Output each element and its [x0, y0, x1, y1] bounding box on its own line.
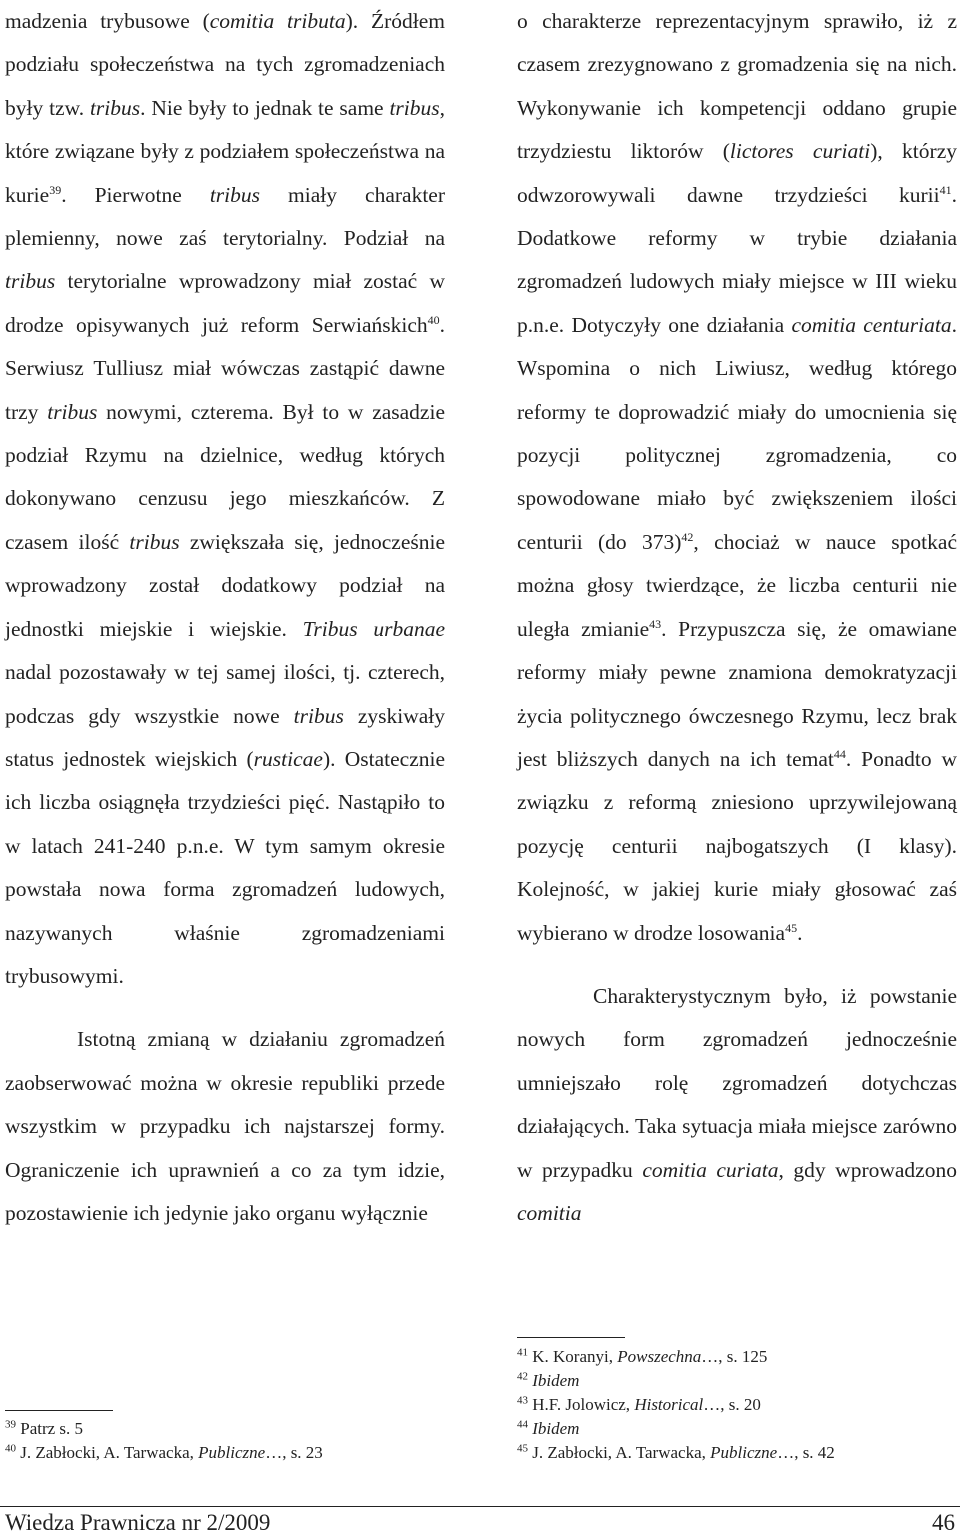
journal-title: Wiedza Prawnicza nr 2/2009	[5, 1510, 271, 1535]
footnotes-left	[5, 1417, 445, 1465]
footnote-43: $^{43}$ H.F. Jolowicz, Historical…, s. 20	[517, 1394, 761, 1414]
footnote-separator-left	[5, 1410, 113, 1411]
footnote-45: $^{45}$ J. Zabłocki, A. Tarwacka, Publiczne…, s. 42	[517, 1442, 835, 1462]
footnote-ref-42: 42	[681, 529, 694, 544]
footnote-separator-right	[517, 1337, 625, 1338]
footnote-ref-43: 43	[649, 616, 662, 631]
footnote-ref-41: 41	[939, 182, 952, 197]
footnote-44: $^{44}$ Ibidem	[517, 1418, 580, 1438]
right-paragraph-1: o charakterze reprezentacyjnym sprawiło, iż z czasem zrezygnowano z gromadzenia się na nich. Wykonywanie ich kompetencji oddano grupie trzydziestu liktorów (lictores curiati), którzy odwzorowywali dawne trzydzieści kurii$^{41}$. Dodatkowe reformy w trybie działania zgromadzeń ludowych miały miejsce w III wieku p.n.e. Dotyczyły one działania comitia centuriata. Wspomina o nich Liwiusz, według którego reformy te doprowadzić miały do umocnienia się pozycji politycznej zgromadzenia, co spowodowane miało być zwiększeniem ilości centurii (do 373)$^{42}$, chociaż w nauce spotkać można głosy twierdzące, że liczba centurii nie uległa zmianie$^{43}$. Przypuszcza się, że omawiane reformy miały pewne znamiona demokratyzacji życia politycznego ówczesnego Rzymu, lecz brak jest bliższych danych na ich temat$^{44}$. Ponadto w związku z reformą zniesiono uprzywilejowaną pozycję centurii najbogatszych (I klasy). Kolejność, w jakiej kurie miały głosować zaś wybierano w drodze losowania$^{45}$.	[517, 9, 957, 945]
footnote-ref-40: 40	[427, 312, 440, 327]
right-column	[517, 0, 957, 1235]
footnote-40: $^{40}$ J. Zabłocki, A. Tarwacka, Publiczne…, s. 23	[5, 1442, 323, 1462]
page-number: 46	[932, 1510, 955, 1535]
right-paragraph-2: Charakterystycznym było, iż powstanie nowych form zgromadzeń jednocześnie umniejszało rolę zgromadzeń dotychczas działających. Taka sytuacja miała miejsce zarówno w przypadku comitia curiata, gdy wprowadzono comitia	[517, 983, 957, 1225]
footnote-ref-39: 39	[49, 182, 62, 197]
footer-rule	[0, 1506, 960, 1507]
footnote-42: $^{42}$ Ibidem	[517, 1370, 580, 1390]
left-column	[5, 0, 445, 1235]
left-paragraph-1: madzenia trybusowe (comitia tributa). Źródłem podziału społeczeństwa na tych zgromadzeniach były tzw. tribus. Nie były to jednak te same tribus, które związane były z podziałem społeczeństwa na kurie$^{39}$. Pierwotne tribus miały charakter plemienny, nowe zaś terytorialny. Podział na tribus terytorialne wprowadzony miał zostać w drodze opisywanych już reform Serwiańskich$^{40}$. Serwiusz Tulliusz miał wówczas zastąpić dawne trzy tribus nowymi, czterema. Był to w zasadzie podział Rzymu na dzielnice, według których dokonywano cenzusu jego mieszkańców. Z czasem ilość tribus zwiększała się, jednocześnie wprowadzony został dodatkowy podział na jednostki miejskie i wiejskie. Tribus urbanae nadal pozostawały w tej samej ilości, tj. czterech, podczas gdy wszystkie nowe tribus zyskiwały status jednostek wiejskich (rusticae). Ostatecznie ich liczba osiągnęła trzydzieści pięć. Nastąpiło to w latach 241-240 p.n.e. W tym samym okresie powstała nowa forma zgromadzeń ludowych, nazywanych właśnie zgromadzeniami trybusowymi.	[5, 9, 446, 988]
footnote-41: $^{41}$ K. Koranyi, Powszechna…, s. 125	[517, 1346, 768, 1366]
footnote-ref-45: 45	[785, 920, 798, 935]
footnotes-right	[517, 1345, 957, 1465]
footnote-39: $^{39}$ Patrz s. 5	[5, 1418, 84, 1438]
footnote-ref-44: 44	[833, 746, 846, 761]
left-paragraph-2: Istotną zmianą w działaniu zgromadzeń zaobserwować można w okresie republiki przede wszystkim w przypadku ich najstarszej formy. Ograniczenie ich uprawnień a co za tym idzie, pozostawienie ich jedynie jako organu wyłącznie	[5, 1027, 445, 1225]
